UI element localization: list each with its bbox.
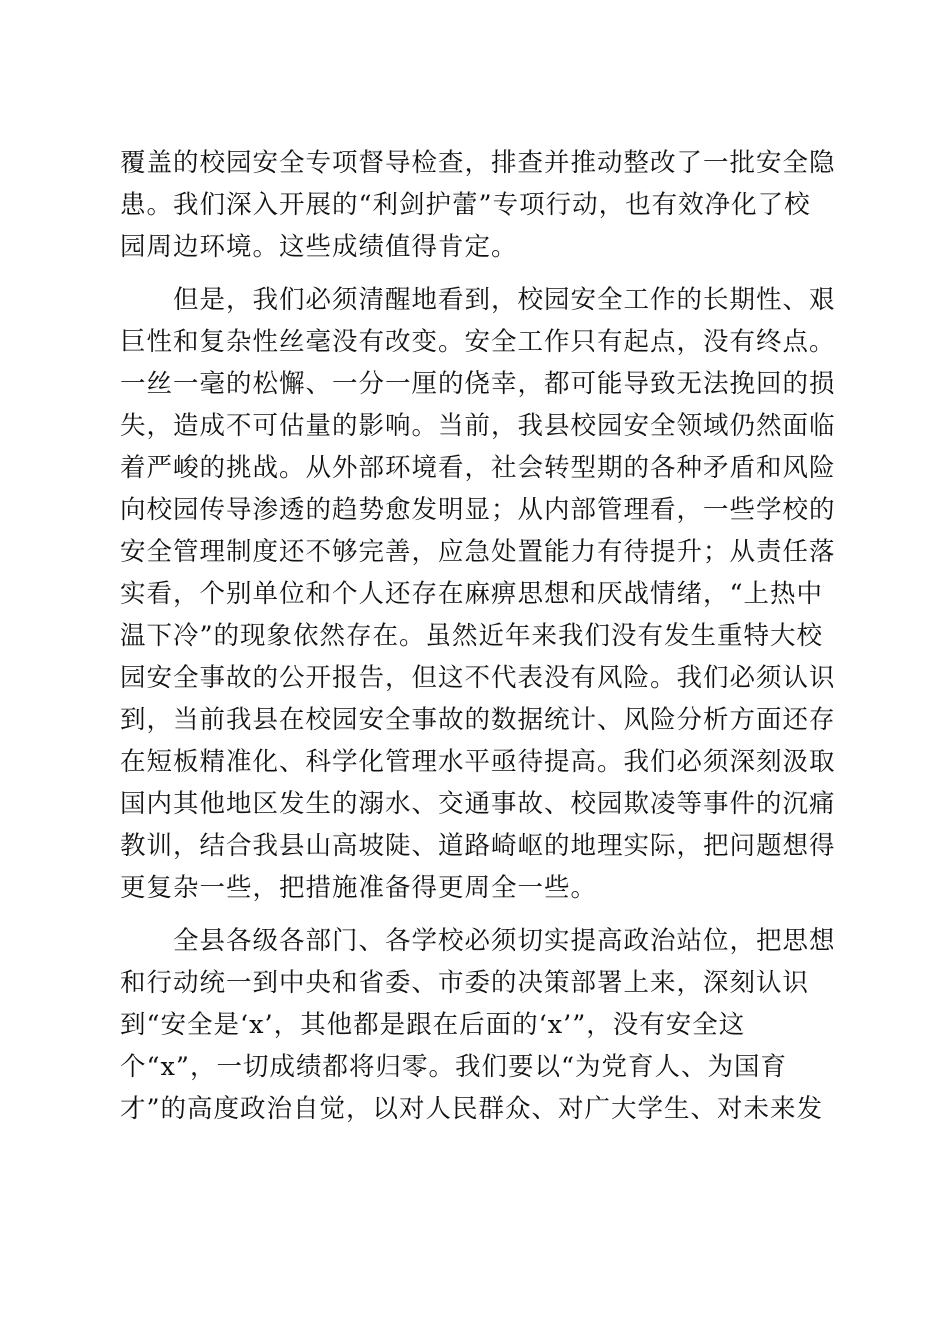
text-line: 一丝一毫的松懈、一分一厘的侥幸，都可能导致无法挽回的损 xyxy=(120,369,836,399)
text-line: 园安全事故的公开报告，但这不代表没有风险。我们必须认识 xyxy=(120,663,836,693)
paragraph-gap xyxy=(120,909,830,920)
text-line: 患。我们深入开展的“利剑护蕾”专项行动，也有效净化了校 xyxy=(120,190,811,220)
text-line: 向校园传导渗透的趋势愈发明显；从内部管理看，一些学校的 xyxy=(120,495,836,525)
text-line: 到“安全是‘x’，其他都是跟在后面的‘x’”，没有安全这 xyxy=(120,1010,746,1040)
text-line: 到，当前我县在校园安全事故的数据统计、风险分析方面还存 xyxy=(120,705,836,735)
text-line: 覆盖的校园安全专项督导检查，排查并推动整改了一批安全隐 xyxy=(120,148,836,178)
paragraph-3 xyxy=(120,920,836,1130)
text-line: 安全管理制度还不够完善，应急处置能力有待提升；从责任落 xyxy=(120,537,836,567)
text-line: 温下冷”的现象依然存在。虽然近年来我们没有发生重特大校 xyxy=(120,621,824,651)
text-line: 巨性和复杂性丝毫没有改变。安全工作只有起点，没有终点。 xyxy=(120,327,836,357)
paragraph-gap xyxy=(120,268,830,279)
text-line: 实看，个别单位和个人还存在麻痹思想和厌战情绪，“上热中 xyxy=(120,579,824,609)
text-line: 全县各级各部门、各学校必须切实提高政治站位，把思想 xyxy=(120,926,836,956)
text-line: 但是，我们必须清醒地看到，校园安全工作的长期性、艰 xyxy=(120,285,836,315)
text-line: 教训，结合我县山高坡陡、道路崎岖的地理实际，把问题想得 xyxy=(120,831,836,861)
text-line: 才”的高度政治自觉，以对人民群众、对广大学生、对未来发 xyxy=(120,1094,824,1124)
document-body xyxy=(120,142,836,1130)
text-line: 更复杂一些，把措施准备得更周全一些。 xyxy=(120,873,598,903)
text-line: 着严峻的挑战。从外部环境看，社会转型期的各种矛盾和风险 xyxy=(120,453,836,483)
text-line: 在短板精准化、科学化管理水平亟待提高。我们必须深刻汲取 xyxy=(120,747,836,777)
paragraph-1 xyxy=(120,142,836,268)
text-line: 个“x”，一切成绩都将归零。我们要以“为党育人、为国育 xyxy=(120,1052,787,1082)
text-line: 园周边环境。这些成绩值得肯定。 xyxy=(120,232,518,262)
text-line: 国内其他地区发生的溺水、交通事故、校园欺凌等事件的沉痛 xyxy=(120,789,836,819)
text-line: 和行动统一到中央和省委、市委的决策部署上来，深刻认识 xyxy=(120,968,810,998)
text-line: 失，造成不可估量的影响。当前，我县校园安全领域仍然面临 xyxy=(120,411,836,441)
paragraph-2 xyxy=(120,279,836,909)
